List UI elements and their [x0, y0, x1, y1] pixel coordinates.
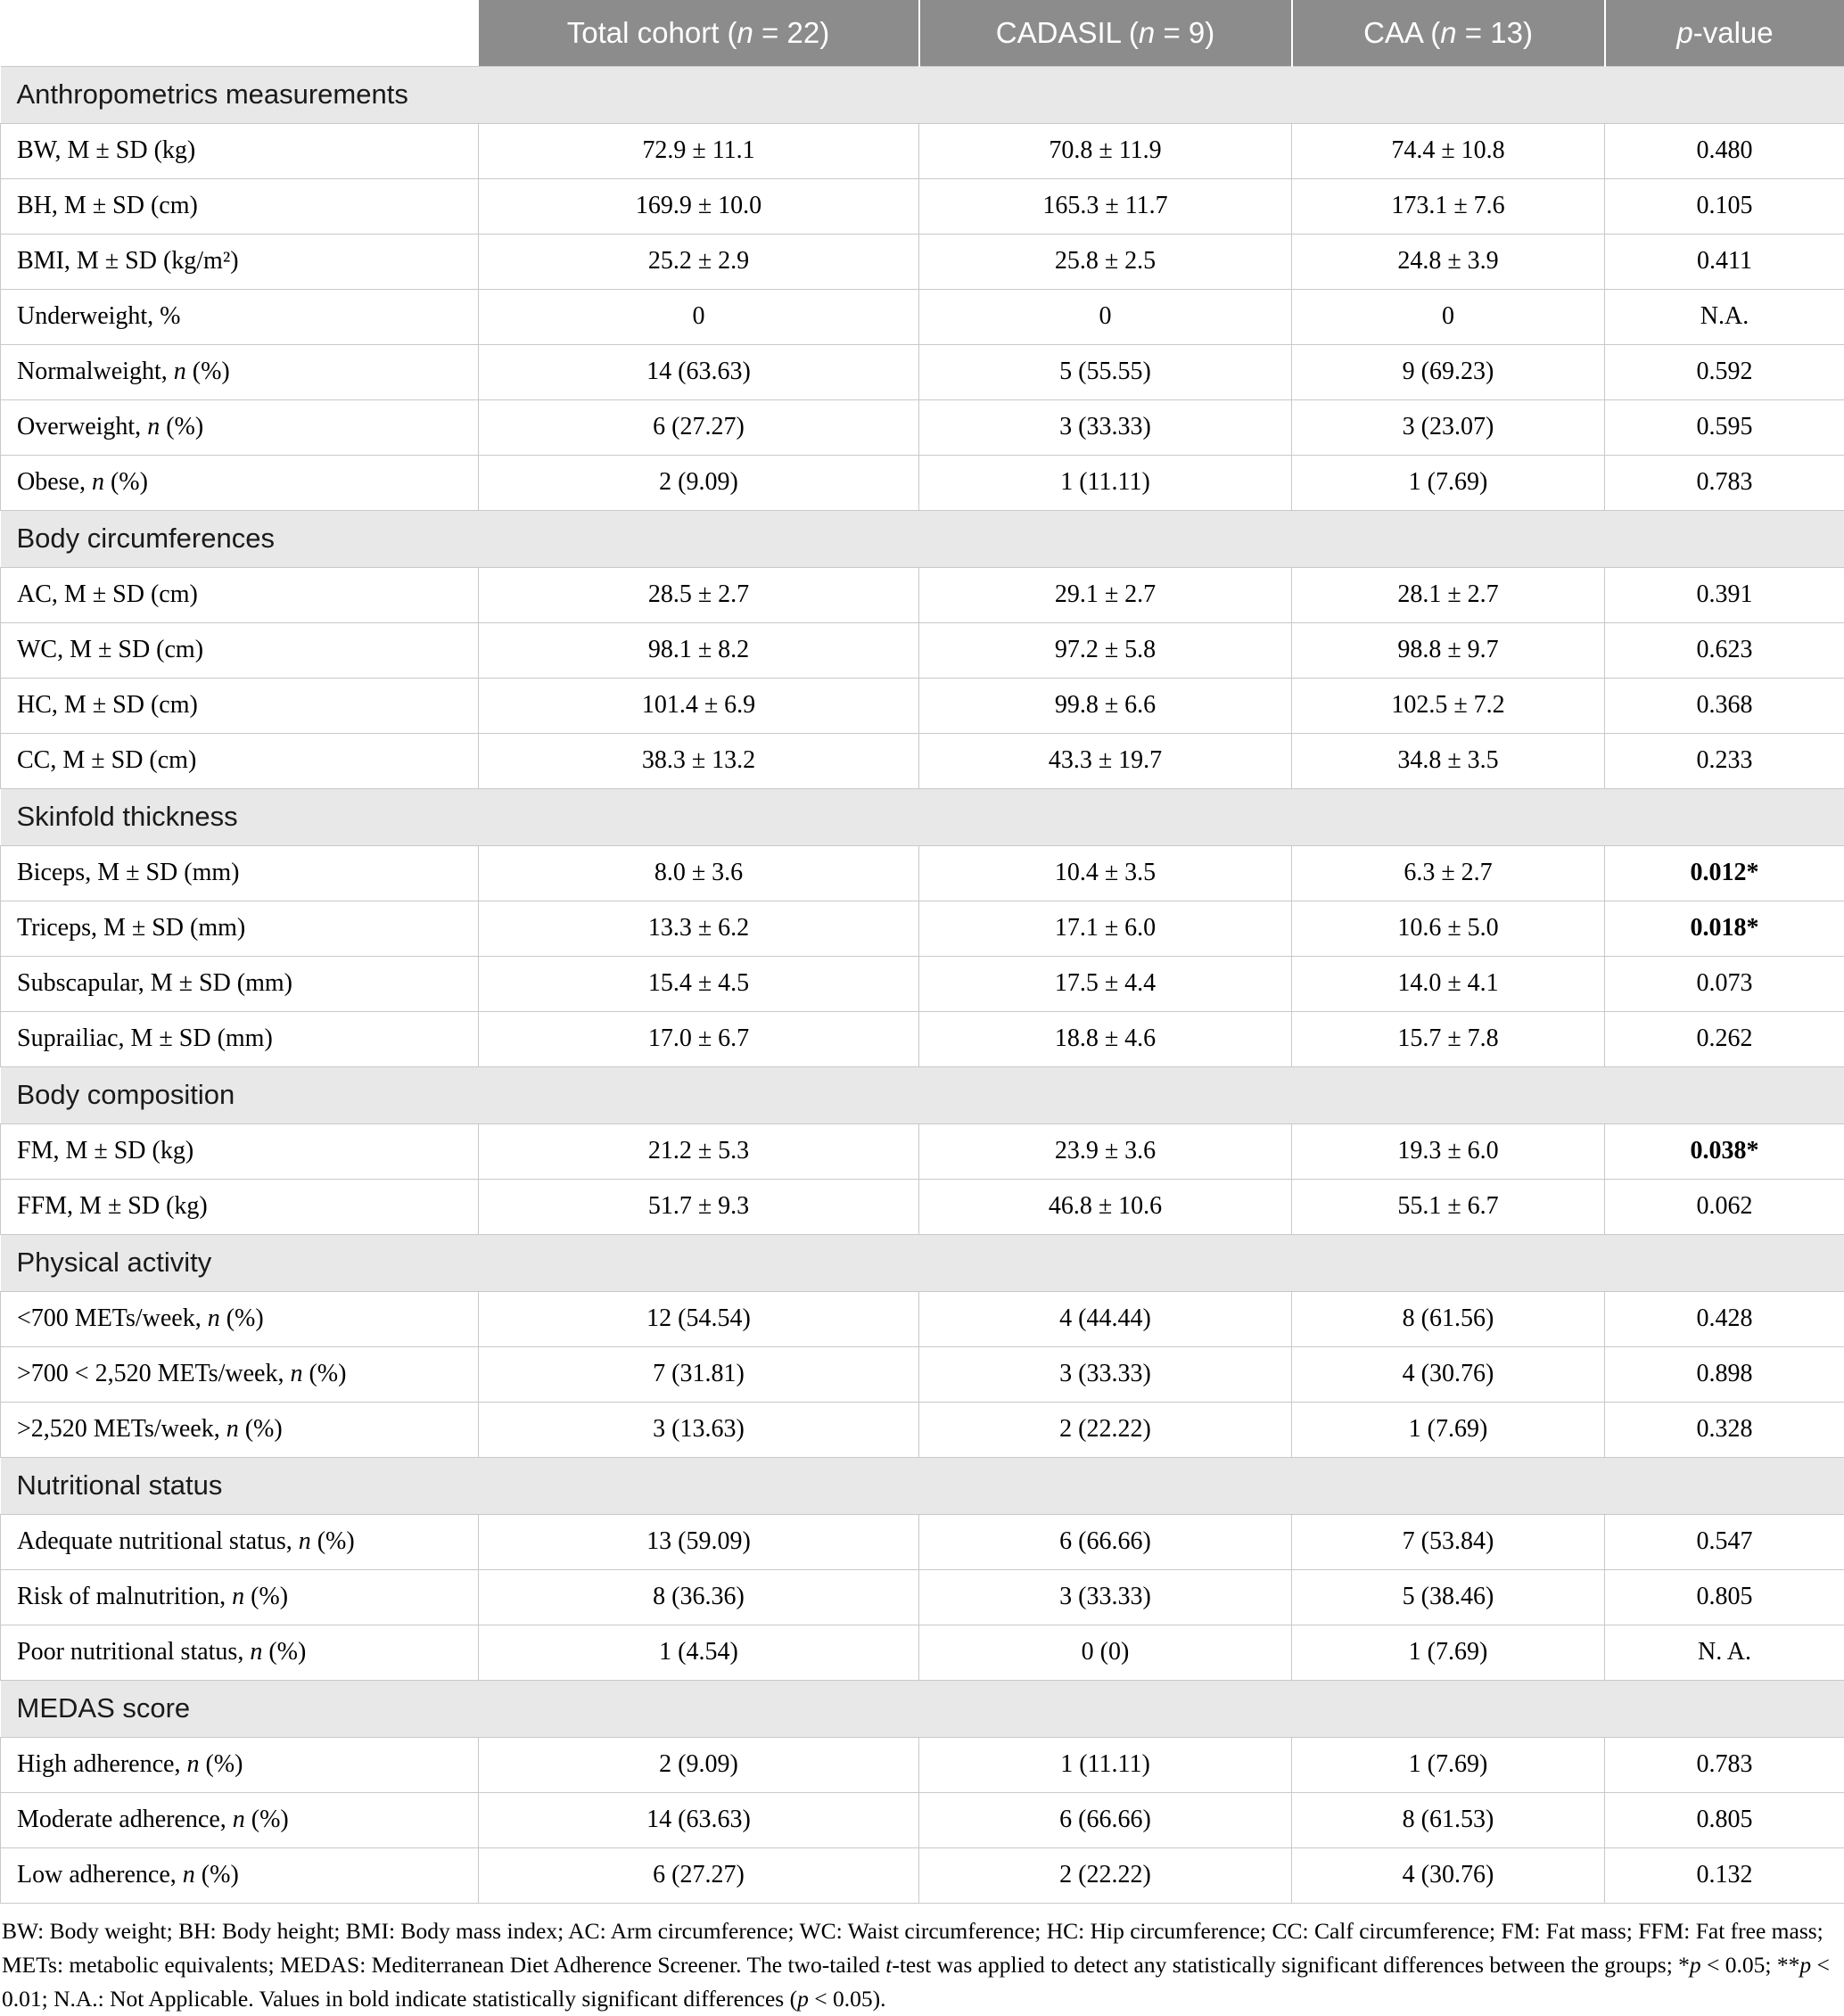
row-label: Triceps, M ± SD (mm) — [1, 901, 479, 956]
cell-value: 169.9 ± 10.0 — [479, 178, 919, 234]
cell-value: 1 (7.69) — [1292, 1737, 1605, 1792]
p-value-cell: 0.898 — [1605, 1346, 1844, 1402]
cell-value: 29.1 ± 2.7 — [919, 567, 1292, 622]
cell-value: 1 (11.11) — [919, 455, 1292, 510]
section-row — [1, 1234, 1844, 1291]
cell-value: 5 (38.46) — [1292, 1569, 1605, 1625]
cell-value: 4 (30.76) — [1292, 1346, 1605, 1402]
table-row — [1, 1291, 1844, 1346]
p-value-cell: 0.018* — [1605, 901, 1844, 956]
cell-value: 3 (33.33) — [919, 399, 1292, 455]
cell-value: 6 (66.66) — [919, 1792, 1292, 1847]
corner-cell — [1, 0, 479, 66]
table-row — [1, 1625, 1844, 1680]
row-label: Subscapular, M ± SD (mm) — [1, 956, 479, 1011]
cell-value: 2 (22.22) — [919, 1402, 1292, 1457]
table-row — [1, 733, 1844, 788]
section-title: Nutritional status — [1, 1457, 1844, 1514]
section-row — [1, 66, 1844, 123]
row-label: Underweight, % — [1, 289, 479, 344]
cell-value: 72.9 ± 11.1 — [479, 123, 919, 178]
table-row — [1, 399, 1844, 455]
cell-value: 2 (22.22) — [919, 1847, 1292, 1903]
p-value-cell: N.A. — [1605, 289, 1844, 344]
row-label: High adherence, n (%) — [1, 1737, 479, 1792]
p-value-cell: 0.073 — [1605, 956, 1844, 1011]
row-label: Obese, n (%) — [1, 455, 479, 510]
cell-value: 4 (30.76) — [1292, 1847, 1605, 1903]
row-label: Overweight, n (%) — [1, 399, 479, 455]
cell-value: 0 — [919, 289, 1292, 344]
cell-value: 1 (7.69) — [1292, 1402, 1605, 1457]
row-label: Biceps, M ± SD (mm) — [1, 845, 479, 901]
row-label: Poor nutritional status, n (%) — [1, 1625, 479, 1680]
p-value-cell: 0.595 — [1605, 399, 1844, 455]
p-value-cell: 0.012* — [1605, 845, 1844, 901]
table-row — [1, 622, 1844, 678]
table-row — [1, 123, 1844, 178]
cell-value: 19.3 ± 6.0 — [1292, 1123, 1605, 1179]
cell-value: 17.0 ± 6.7 — [479, 1011, 919, 1066]
table-row — [1, 1011, 1844, 1066]
cell-value: 101.4 ± 6.9 — [479, 678, 919, 733]
p-value-cell: 0.328 — [1605, 1402, 1844, 1457]
section-title: Body circumferences — [1, 510, 1844, 567]
row-label: Moderate adherence, n (%) — [1, 1792, 479, 1847]
row-label: AC, M ± SD (cm) — [1, 567, 479, 622]
table-row — [1, 845, 1844, 901]
cell-value: 7 (53.84) — [1292, 1514, 1605, 1569]
section-row — [1, 1680, 1844, 1737]
cell-value: 2 (9.09) — [479, 1737, 919, 1792]
cell-value: 1 (7.69) — [1292, 1625, 1605, 1680]
cell-value: 8 (36.36) — [479, 1569, 919, 1625]
p-value-cell: 0.805 — [1605, 1569, 1844, 1625]
row-label: >700 < 2,520 METs/week, n (%) — [1, 1346, 479, 1402]
table-row — [1, 1179, 1844, 1234]
cell-value: 5 (55.55) — [919, 344, 1292, 399]
cell-value: 8.0 ± 3.6 — [479, 845, 919, 901]
cell-value: 25.2 ± 2.9 — [479, 234, 919, 289]
table-header — [1, 0, 1844, 66]
row-label: BMI, M ± SD (kg/m²) — [1, 234, 479, 289]
cell-value: 97.2 ± 5.8 — [919, 622, 1292, 678]
table-row — [1, 901, 1844, 956]
cell-value: 23.9 ± 3.6 — [919, 1123, 1292, 1179]
table-row — [1, 1346, 1844, 1402]
p-value-cell: 0.428 — [1605, 1291, 1844, 1346]
column-header: p-value — [1605, 0, 1844, 66]
cell-value: 17.5 ± 4.4 — [919, 956, 1292, 1011]
cell-value: 102.5 ± 7.2 — [1292, 678, 1605, 733]
row-label: HC, M ± SD (cm) — [1, 678, 479, 733]
row-label: BH, M ± SD (cm) — [1, 178, 479, 234]
cell-value: 0 — [479, 289, 919, 344]
cell-value: 10.4 ± 3.5 — [919, 845, 1292, 901]
p-value-cell: 0.783 — [1605, 455, 1844, 510]
cell-value: 25.8 ± 2.5 — [919, 234, 1292, 289]
p-value-cell: 0.805 — [1605, 1792, 1844, 1847]
cell-value: 2 (9.09) — [479, 455, 919, 510]
row-label: CC, M ± SD (cm) — [1, 733, 479, 788]
section-title: Body composition — [1, 1066, 1844, 1123]
cell-value: 6 (27.27) — [479, 1847, 919, 1903]
table-row — [1, 1569, 1844, 1625]
p-value-cell: 0.132 — [1605, 1847, 1844, 1903]
section-title: Anthropometrics measurements — [1, 66, 1844, 123]
p-value-cell: 0.623 — [1605, 622, 1844, 678]
cell-value: 17.1 ± 6.0 — [919, 901, 1292, 956]
p-value-cell: 0.411 — [1605, 234, 1844, 289]
cell-value: 98.8 ± 9.7 — [1292, 622, 1605, 678]
row-label: <700 METs/week, n (%) — [1, 1291, 479, 1346]
section-title: MEDAS score — [1, 1680, 1844, 1737]
section-row — [1, 1066, 1844, 1123]
cell-value: 38.3 ± 13.2 — [479, 733, 919, 788]
row-label: Risk of malnutrition, n (%) — [1, 1569, 479, 1625]
table-row — [1, 344, 1844, 399]
table-row — [1, 1123, 1844, 1179]
cell-value: 15.7 ± 7.8 — [1292, 1011, 1605, 1066]
p-value-cell: 0.038* — [1605, 1123, 1844, 1179]
cell-value: 28.5 ± 2.7 — [479, 567, 919, 622]
cell-value: 43.3 ± 19.7 — [919, 733, 1292, 788]
cell-value: 74.4 ± 10.8 — [1292, 123, 1605, 178]
header-row — [1, 0, 1844, 66]
row-label: Adequate nutritional status, n (%) — [1, 1514, 479, 1569]
cell-value: 13 (59.09) — [479, 1514, 919, 1569]
section-row — [1, 1457, 1844, 1514]
column-header: CAA (n = 13) — [1292, 0, 1605, 66]
section-title: Physical activity — [1, 1234, 1844, 1291]
cell-value: 98.1 ± 8.2 — [479, 622, 919, 678]
cell-value: 7 (31.81) — [479, 1346, 919, 1402]
cell-value: 18.8 ± 4.6 — [919, 1011, 1292, 1066]
table-row — [1, 1514, 1844, 1569]
cell-value: 12 (54.54) — [479, 1291, 919, 1346]
column-header: Total cohort (n = 22) — [479, 0, 919, 66]
table-row — [1, 1847, 1844, 1903]
p-value-cell: 0.592 — [1605, 344, 1844, 399]
cell-value: 8 (61.56) — [1292, 1291, 1605, 1346]
cell-value: 99.8 ± 6.6 — [919, 678, 1292, 733]
row-label: Suprailiac, M ± SD (mm) — [1, 1011, 479, 1066]
p-value-cell: 0.480 — [1605, 123, 1844, 178]
table-row — [1, 1402, 1844, 1457]
row-label: BW, M ± SD (kg) — [1, 123, 479, 178]
cell-value: 1 (7.69) — [1292, 455, 1605, 510]
cell-value: 10.6 ± 5.0 — [1292, 901, 1605, 956]
cell-value: 173.1 ± 7.6 — [1292, 178, 1605, 234]
cell-value: 15.4 ± 4.5 — [479, 956, 919, 1011]
cell-value: 0 (0) — [919, 1625, 1292, 1680]
cell-value: 14 (63.63) — [479, 344, 919, 399]
column-header: CADASIL (n = 9) — [919, 0, 1292, 66]
cell-value: 8 (61.53) — [1292, 1792, 1605, 1847]
p-value-cell: 0.783 — [1605, 1737, 1844, 1792]
table-row — [1, 567, 1844, 622]
cell-value: 3 (33.33) — [919, 1346, 1292, 1402]
table-footnote: BW: Body weight; BH: Body height; BMI: Body mass index; AC: Arm circumference; WC: Waist circumference; HC: Hip circumference; CC: Calf circumference; FM: Fat mass; FFM: Fat free mass; METs: metabolic equivalents; MEDAS: Mediterranean Diet Adherence Screener. The two-tailed t-test was applied to detect any statistically significant differences between the groups; *p < 0.05; **p < 0.01; N.A.: Not Applicable. Values in bold indicate statistically significant differences (p < 0.05). — [0, 1904, 1844, 2016]
cell-value: 34.8 ± 3.5 — [1292, 733, 1605, 788]
row-label: Normalweight, n (%) — [1, 344, 479, 399]
cell-value: 6.3 ± 2.7 — [1292, 845, 1605, 901]
p-value-cell: 0.062 — [1605, 1179, 1844, 1234]
p-value-cell: 0.391 — [1605, 567, 1844, 622]
cell-value: 21.2 ± 5.3 — [479, 1123, 919, 1179]
table-row — [1, 178, 1844, 234]
cell-value: 14 (63.63) — [479, 1792, 919, 1847]
table-row — [1, 234, 1844, 289]
cell-value: 6 (27.27) — [479, 399, 919, 455]
row-label: FM, M ± SD (kg) — [1, 1123, 479, 1179]
cell-value: 6 (66.66) — [919, 1514, 1292, 1569]
p-value-cell: 0.262 — [1605, 1011, 1844, 1066]
table-row — [1, 455, 1844, 510]
cell-value: 28.1 ± 2.7 — [1292, 567, 1605, 622]
cell-value: 51.7 ± 9.3 — [479, 1179, 919, 1234]
p-value-cell: 0.547 — [1605, 1514, 1844, 1569]
p-value-cell: 0.368 — [1605, 678, 1844, 733]
section-row — [1, 788, 1844, 845]
section-title: Skinfold thickness — [1, 788, 1844, 845]
cell-value: 3 (33.33) — [919, 1569, 1292, 1625]
table-row — [1, 956, 1844, 1011]
cell-value: 165.3 ± 11.7 — [919, 178, 1292, 234]
cell-value: 14.0 ± 4.1 — [1292, 956, 1605, 1011]
p-value-cell: 0.105 — [1605, 178, 1844, 234]
row-label: Low adherence, n (%) — [1, 1847, 479, 1903]
table-row — [1, 678, 1844, 733]
table-row — [1, 1737, 1844, 1792]
cell-value: 3 (13.63) — [479, 1402, 919, 1457]
cell-value: 3 (23.07) — [1292, 399, 1605, 455]
cell-value: 1 (11.11) — [919, 1737, 1292, 1792]
row-label: WC, M ± SD (cm) — [1, 622, 479, 678]
row-label: >2,520 METs/week, n (%) — [1, 1402, 479, 1457]
table-row — [1, 289, 1844, 344]
cell-value: 4 (44.44) — [919, 1291, 1292, 1346]
section-row — [1, 510, 1844, 567]
table-row — [1, 1792, 1844, 1847]
cell-value: 46.8 ± 10.6 — [919, 1179, 1292, 1234]
row-label: FFM, M ± SD (kg) — [1, 1179, 479, 1234]
cell-value: 24.8 ± 3.9 — [1292, 234, 1605, 289]
p-value-cell: N. A. — [1605, 1625, 1844, 1680]
cell-value: 0 — [1292, 289, 1605, 344]
cell-value: 1 (4.54) — [479, 1625, 919, 1680]
cell-value: 13.3 ± 6.2 — [479, 901, 919, 956]
cell-value: 70.8 ± 11.9 — [919, 123, 1292, 178]
cell-value: 55.1 ± 6.7 — [1292, 1179, 1605, 1234]
table-body — [1, 66, 1844, 1903]
p-value-cell: 0.233 — [1605, 733, 1844, 788]
cell-value: 9 (69.23) — [1292, 344, 1605, 399]
